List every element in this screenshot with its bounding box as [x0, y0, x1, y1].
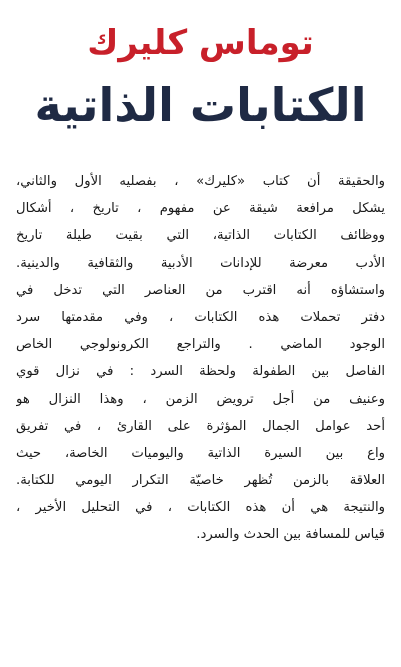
- body-line: ووظائف الكتابات الذاتية، التي بقيت طيلة تاريخ: [16, 228, 385, 244]
- body-line: الوجود الماضي . والتراجع الكرونولوجي الخاص: [16, 337, 385, 353]
- body-line: الفاصل بين الطفولة ولحظة السرد : في نزال قوي: [16, 364, 385, 380]
- author-heading: توماس كليرك: [87, 23, 314, 63]
- body-line: قياس للمسافة بين الحدث والسرد.: [196, 527, 385, 543]
- body-line: واستشاؤه أنه اقترب من العناصر التي تدخل في: [16, 282, 385, 298]
- body-line: العلاقة بالزمن تُظهر خاصيّة التكرار اليومي للكتابة.: [16, 473, 385, 489]
- body-line: واع بين السيرة الذاتية واليوميات الخاصة، حيث: [16, 445, 385, 461]
- body-line: يشكل مرافعة شيقة عن مفهوم ، تاريخ ، أشكال: [16, 201, 385, 217]
- body-line: وعنيف من أجل ترويض الزمن ، وهذا النزال هو: [16, 391, 385, 407]
- body-line: أحد عوامل الجمال المؤثرة على القارئ ، في تفريق: [16, 418, 385, 434]
- body-line: والحقيقة أن كتاب «كليرك» ، بفصليه الأول والثاني،: [16, 174, 385, 189]
- body-line: الأدب معرضة للإدانات الأدبية والثقافية والدينية.: [16, 255, 385, 271]
- article-body: [16, 168, 385, 549]
- article-title: الكتابات الذاتية: [34, 78, 367, 132]
- body-line: والنتيجة هي أن هذه الكتابات ، في التحليل الأخير ،: [16, 500, 385, 516]
- body-line: دفتر تحملات هذه الكتابات ، وفي مقدمتها سرد: [16, 309, 385, 325]
